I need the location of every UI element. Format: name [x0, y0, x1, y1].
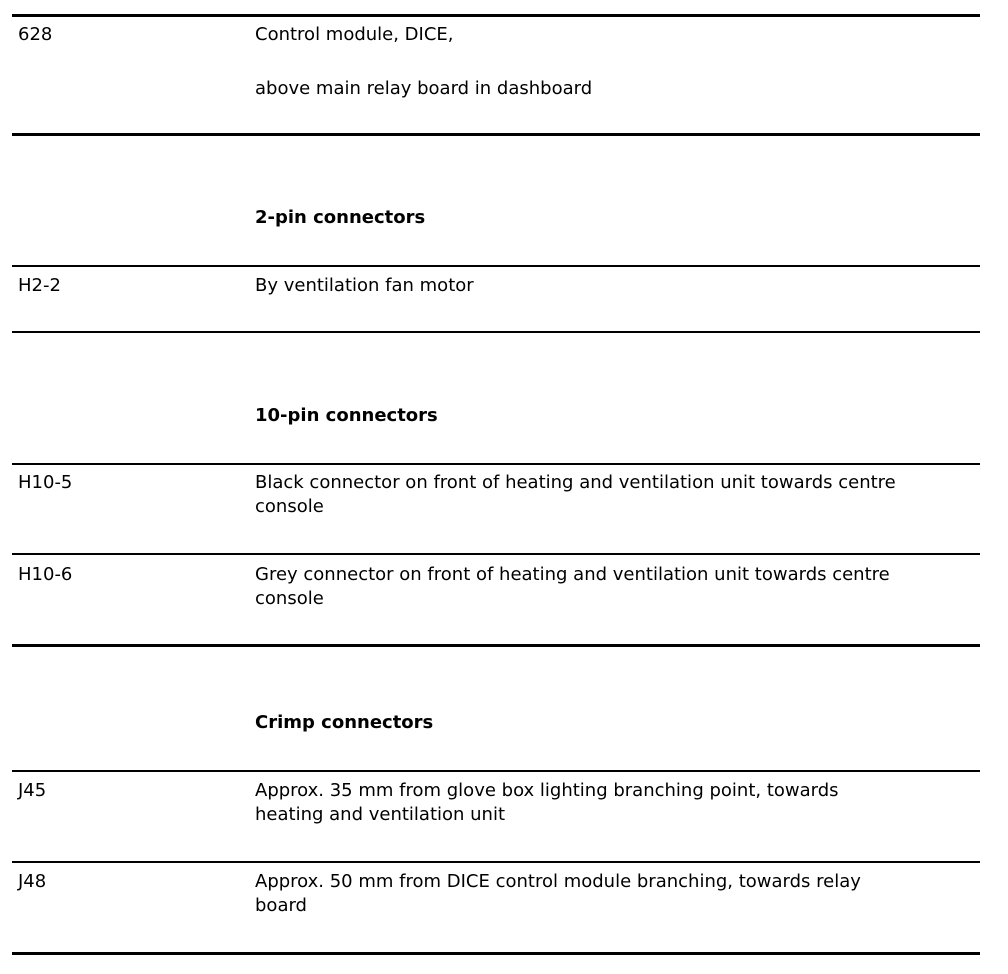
connector-description-line: Black connector on front of heating and ventilation unit towards centre	[255, 472, 896, 493]
connector-description-line: Control module, DICE,	[255, 24, 454, 45]
connector-description-line: board	[255, 895, 307, 916]
row-rule	[12, 331, 980, 333]
connector-description-line: console	[255, 588, 324, 609]
row-rule	[12, 265, 980, 267]
connector-description-line: console	[255, 496, 324, 517]
connector-description-line: By ventilation fan motor	[255, 275, 474, 296]
section-rule	[12, 644, 980, 647]
row-rule	[12, 861, 980, 863]
connector-description-line: Approx. 50 mm from DICE control module branching, towards relay	[255, 871, 861, 892]
connector-code: J45	[18, 780, 47, 801]
row-rule	[12, 770, 980, 772]
connector-description-line: above main relay board in dashboard	[255, 78, 593, 99]
table-bottom-rule	[12, 952, 980, 955]
connector-code: 628	[18, 24, 53, 45]
connector-description-line: Approx. 35 mm from glove box lighting branching point, towards	[255, 780, 839, 801]
section-rule	[12, 133, 980, 136]
row-rule	[12, 553, 980, 555]
connector-description-line: heating and ventilation unit	[255, 804, 506, 825]
connector-code: J48	[18, 871, 47, 892]
section-heading-10-pin: 10-pin connectors	[255, 405, 438, 426]
section-heading-crimp: Crimp connectors	[255, 712, 434, 733]
connector-code: H2-2	[18, 275, 61, 296]
row-rule	[12, 463, 980, 465]
connector-description-line: Grey connector on front of heating and ventilation unit towards centre	[255, 564, 890, 585]
table-top-rule	[12, 14, 980, 17]
connector-code: H10-5	[18, 472, 73, 493]
section-heading-2-pin: 2-pin connectors	[255, 207, 426, 228]
connector-code: H10-6	[18, 564, 73, 585]
